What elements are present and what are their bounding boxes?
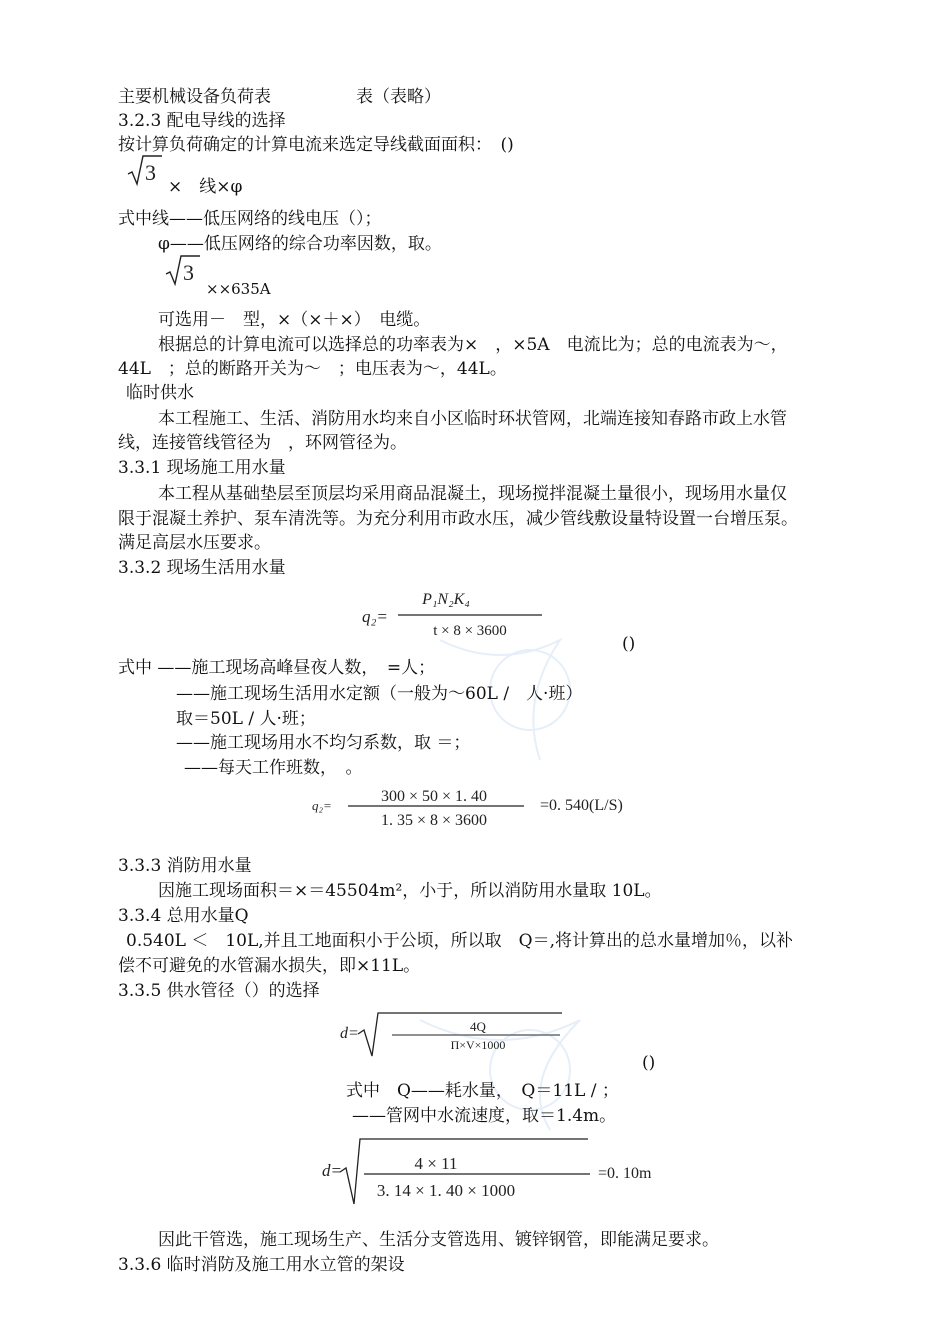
table-caption: 主要机械设备负荷表 [118,87,271,107]
paragraph-line: 偿不可避免的水管漏水损失，即×11L。 [118,956,421,976]
q2calc-lhs: q₂= [312,798,332,813]
paragraph-line: ——管网中水流速度，取＝1.4m。 [352,1106,617,1126]
sqrt-radicand: 3 [145,160,156,185]
section-heading-3-3-5: 3.3.5 供水管径（）的选择 [118,981,320,1001]
sqrt-radicand: 3 [183,260,194,285]
section-heading-water: 临时供水 [126,383,194,403]
sqrt-three-formula [126,154,166,190]
paragraph-line: 因此干管选，施工现场生产、生活分支管选用、镀锌钢管，即能满足要求。 [158,1230,719,1250]
q2calc-result: =0. 540(L/S) [540,797,623,814]
paragraph-line: ——施工现场生活用水定额（一般为～60L / 人·班） [176,684,583,704]
paragraph-line: 按计算负荷确定的计算电流来选定导线截面面积： () [118,135,514,155]
pipe-diameter-calculation [320,1136,680,1212]
paragraph-line: 本工程施工、生活、消防用水均来自小区临时环状管网，北端连接知春路市政上水管 [158,409,787,429]
equation-number: () [642,1053,656,1073]
section-heading-3-3-1: 3.3.1 现场施工用水量 [118,458,286,478]
paragraph-line: ——每天工作班数， 。 [184,758,363,778]
paragraph-line: 根据总的计算电流可以选择总的功率表为× ，×5A 电流比为；总的电流表为～， [158,335,788,355]
paragraph-line: 式中 Q——耗水量， Q＝11L / ； [346,1081,619,1101]
paragraph-line: ——施工现场用水不均匀系数，取 ＝； [176,733,471,753]
formula-tail: × 线×φ [168,177,243,197]
paragraph-line: 可选用－ 型，×（×＋×） 电缆。 [158,310,431,330]
section-heading-3-3-6: 3.3.6 临时消防及施工用水立管的架设 [118,1255,405,1275]
paragraph-line: 44L ；总的断路开关为～ ；电压表为～，44L。 [118,359,507,379]
paragraph-line: 线，连接管线管径为 ，环网管径为。 [118,433,407,453]
paragraph-line: 限于混凝土养护、泵车清洗等。为充分利用市政水压，减少管线敷设量特设置一台增压泵。 [118,509,798,529]
paragraph-line: 取＝50L / 人·班； [176,709,316,729]
paragraph-line: 式中 ——施工现场高峰昼夜人数， =人； [118,658,436,678]
paragraph-line: 因施工现场面积＝×＝45504m²，小于，所以消防用水量取 10L。 [158,881,662,901]
sqrt-three-formula [164,254,204,290]
paragraph-line: 本工程从基础垫层至顶层均采用商品混凝土，现场搅拌混凝土量很小，现场用水量仅 [158,484,787,504]
section-heading-3-3-4: 3.3.4 总用水量Q [118,906,249,926]
d-lhs: d= [340,1025,359,1042]
table-caption-note: 表（表略） [356,87,441,107]
q2calc-numerator: 300 × 50 × 1. 40 [380,788,488,805]
q2-denominator: t × 8 × 3600 [433,623,507,639]
paragraph-line: 式中线——低压网络的线电压（）； [118,209,382,229]
dcalc-numerator: 4 × 11 [414,1154,458,1173]
q2-calculation [310,782,680,836]
q2-lhs: q₂= [362,607,388,626]
dcalc-result: =0. 10m [598,1165,652,1182]
d-numerator: 4Q [470,1019,486,1034]
q2calc-denominator: 1. 35 × 8 × 3600 [380,812,488,829]
paragraph-line: 0.540L ＜ 10L,并且工地面积小于公顷，所以取 Q＝,将计算出的总水量增加％，以补 [126,931,794,951]
dcalc-denominator: 3. 14 × 1. 40 × 1000 [376,1181,516,1200]
formula-tail: ××635A [206,280,271,298]
paragraph-line: 满足高层水压要求。 [118,533,271,553]
pipe-diameter-formula [338,1010,568,1064]
dcalc-lhs: d= [322,1161,342,1180]
section-heading-3-2-3: 3.2.3 配电导线的选择 [118,111,286,131]
q2-formula [360,582,550,648]
q2-numerator: P₁N₂K₄ [422,591,470,608]
d-denominator: Π×V×1000 [450,1038,506,1052]
section-heading-3-3-3: 3.3.3 消防用水量 [118,856,252,876]
section-heading-3-3-2: 3.3.2 现场生活用水量 [118,558,286,578]
equation-number: () [622,634,636,654]
paragraph-line: φ——低压网络的综合功率因数，取。 [158,234,442,254]
